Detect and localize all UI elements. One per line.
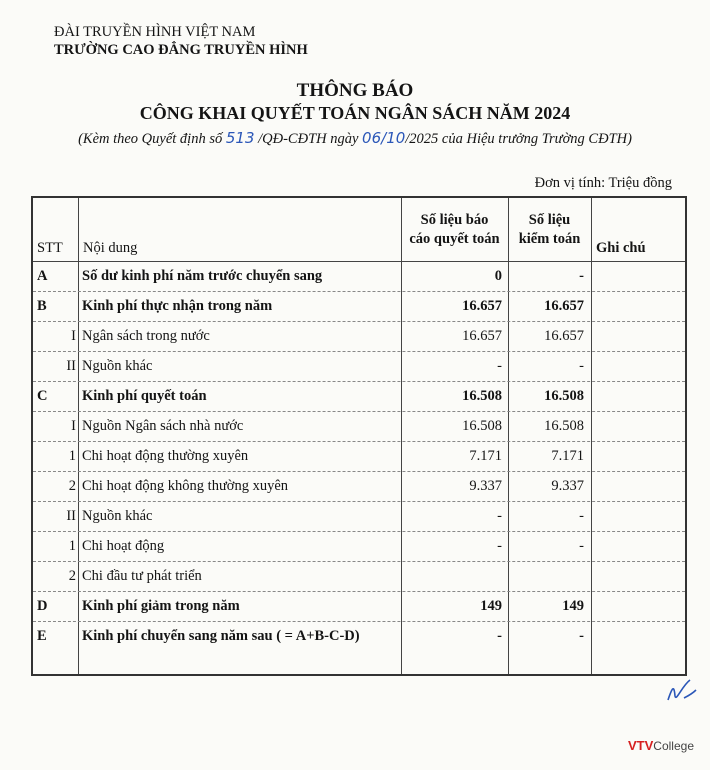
row-report-value: 16.657 <box>462 328 502 344</box>
row-report-value: 9.337 <box>469 478 502 494</box>
row-content: Kinh phí quyết toán <box>82 388 207 404</box>
row-stt: I <box>71 418 76 434</box>
budget-table <box>31 196 687 676</box>
row-content: Chi đầu tư phát triển <box>82 568 202 584</box>
row-content: Chi hoạt động không thường xuyên <box>82 478 289 494</box>
row-audit-value: 16.657 <box>544 328 584 344</box>
row-audit-value: 16.508 <box>544 388 584 404</box>
row-stt: D <box>37 598 48 614</box>
doc-title-main: CÔNG KHAI QUYẾT TOÁN NGÂN SÁCH NĂM 2024 <box>139 103 571 123</box>
row-content: Nguồn khác <box>82 508 153 524</box>
date-handwritten: 06/10 <box>362 129 406 147</box>
row-audit-value: 7.171 <box>551 448 584 464</box>
row-audit-value: 16.657 <box>544 298 584 314</box>
vtv-college-logo <box>628 738 694 753</box>
initials-mark <box>664 676 700 708</box>
unit-label: Đơn vị tính: Triệu đồng <box>534 175 672 191</box>
row-report-value: 16.508 <box>462 388 502 404</box>
row-report-value: 16.657 <box>462 298 502 314</box>
row-audit-value: - <box>579 628 584 644</box>
header-report-line2: cáo quyết toán <box>409 231 500 247</box>
subtitle-suffix: /2025 của Hiệu trưởng Trường CĐTH) <box>405 131 632 147</box>
row-stt: A <box>37 268 48 284</box>
subtitle-prefix: (Kèm theo Quyết định số <box>78 131 226 147</box>
row-report-value: 7.171 <box>469 448 502 464</box>
decision-number-handwritten: 513 <box>225 129 255 147</box>
logo-suffix: College <box>653 739 694 753</box>
row-report-value: 149 <box>480 598 502 614</box>
row-stt: 2 <box>68 568 76 584</box>
row-content: Kinh phí giảm trong năm <box>82 598 240 614</box>
row-content: Chi hoạt động <box>82 538 165 554</box>
row-content: Kinh phí thực nhận trong năm <box>82 298 273 314</box>
row-stt: 2 <box>68 478 76 494</box>
header-audit-line2: kiểm toán <box>518 231 581 247</box>
logo-brand: VTV <box>628 738 654 753</box>
row-report-value: - <box>497 538 502 554</box>
row-content: Ngân sách trong nước <box>82 328 210 344</box>
row-content: Chi hoạt động thường xuyên <box>82 448 249 464</box>
doc-title: THÔNG BÁO <box>296 80 414 101</box>
doc-subtitle <box>0 129 710 148</box>
org-name-parent: ĐÀI TRUYỀN HÌNH VIỆT NAM <box>54 24 256 40</box>
org-name-school: TRƯỜNG CAO ĐẲNG TRUYỀN HÌNH <box>54 42 308 58</box>
row-stt: C <box>37 388 48 404</box>
row-report-value: - <box>497 358 502 374</box>
row-audit-value: 9.337 <box>551 478 584 494</box>
subtitle-mid: /QĐ-CĐTH ngày <box>254 131 363 147</box>
row-content: Nguồn Ngân sách nhà nước <box>82 418 244 434</box>
row-stt: II <box>66 508 76 524</box>
row-audit-value: - <box>579 538 584 554</box>
row-content: Số dư kinh phí năm trước chuyển sang <box>82 268 323 284</box>
row-audit-value: 149 <box>562 598 584 614</box>
row-stt: II <box>66 358 76 374</box>
row-report-value: 0 <box>494 268 502 284</box>
row-stt: I <box>71 328 76 344</box>
row-audit-value: 16.508 <box>544 418 584 434</box>
row-stt: B <box>37 298 47 314</box>
row-report-value: - <box>497 628 502 644</box>
row-content: Kinh phí chuyển sang năm sau ( = A+B-C-D) <box>82 628 360 644</box>
header-audit-line1: Số liệu <box>528 212 571 228</box>
row-stt: E <box>37 628 47 644</box>
row-content: Nguồn khác <box>82 358 153 374</box>
row-report-value: 16.508 <box>462 418 502 434</box>
row-audit-value: - <box>579 268 584 284</box>
header-stt: STT <box>37 240 63 256</box>
row-audit-value: - <box>579 358 584 374</box>
header-note: Ghi chú <box>596 240 646 256</box>
header-report-line1: Số liệu báo <box>420 212 489 228</box>
row-report-value: - <box>497 508 502 524</box>
row-stt: 1 <box>68 538 76 554</box>
row-audit-value: - <box>579 508 584 524</box>
row-stt: 1 <box>68 448 76 464</box>
header-content: Nội dung <box>83 240 138 256</box>
